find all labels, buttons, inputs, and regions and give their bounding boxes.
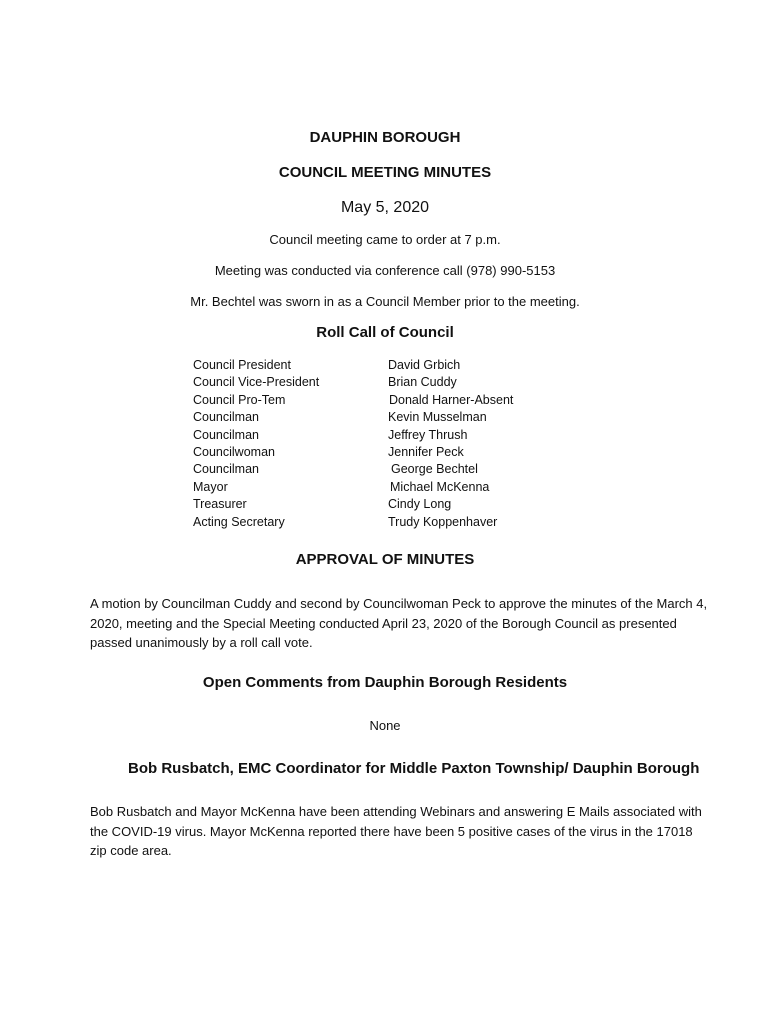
document-title: COUNCIL MEETING MINUTES: [278, 164, 492, 181]
roll-row: [193, 496, 573, 513]
roll-name: Jeffrey Thrush: [388, 427, 468, 442]
roll-name: Donald Harner-Absent: [389, 392, 514, 407]
roll-role: Council Vice-President: [193, 375, 320, 390]
roll-row: [193, 409, 573, 426]
open-comments-body: None: [369, 718, 401, 733]
sworn-statement: Mr. Bechtel was sworn in as a Council Member prior to the meeting.: [190, 294, 580, 309]
paragraph-line: 2020, meeting and the Special Meeting conducted April 23, 2020 of the Borough Council as presented: [90, 615, 677, 631]
roll-name: George Bechtel: [391, 462, 478, 477]
approval-heading: APPROVAL OF MINUTES: [295, 551, 475, 568]
paragraph-line: A motion by Councilman Cuddy and second by Councilwoman Peck to approve the minutes of the March 4,: [90, 596, 708, 611]
roll-role: Councilman: [193, 427, 260, 442]
emc-paragraph: [90, 802, 760, 861]
approval-paragraph: [90, 594, 760, 653]
roll-name: Kevin Musselman: [388, 410, 487, 425]
roll-role: Council President: [193, 358, 291, 372]
conference-statement: Meeting was conducted via conference call (978) 990-5153: [214, 263, 556, 278]
emc-heading: Bob Rusbatch, EMC Coordinator for Middle Paxton Township/ Dauphin Borough: [128, 760, 700, 777]
roll-role: Mayor: [193, 479, 228, 494]
roll-role: Council Pro-Tem: [193, 392, 286, 407]
roll-name: Michael McKenna: [390, 479, 490, 494]
roll-row: [193, 444, 573, 461]
roll-call-table: [193, 357, 573, 531]
roll-call-heading: Roll Call of Council: [316, 324, 454, 341]
roll-row: [193, 461, 573, 478]
meeting-date: May 5, 2020: [340, 199, 430, 216]
paragraph-line: Bob Rusbatch and Mayor McKenna have been attending Webinars and answering E Mails associated with: [90, 804, 702, 819]
roll-name: Jennifer Peck: [388, 444, 464, 459]
roll-role: Treasurer: [193, 497, 247, 512]
roll-role: Councilman: [193, 462, 260, 477]
order-statement: Council meeting came to order at 7 p.m.: [269, 232, 501, 247]
roll-role: Acting Secretary: [193, 514, 285, 529]
organization-title: DAUPHIN BOROUGH: [309, 129, 461, 146]
paragraph-line: passed unanimously by a roll call vote.: [90, 635, 313, 650]
open-comments-heading: Open Comments from Dauphin Borough Residents: [202, 674, 568, 691]
roll-row: [193, 374, 573, 391]
paragraph-line: zip code area.: [90, 843, 172, 858]
roll-row: [193, 514, 573, 531]
roll-name: Trudy Koppenhaver: [388, 514, 498, 529]
roll-role: Councilwoman: [193, 444, 275, 459]
roll-name: Brian Cuddy: [388, 375, 457, 390]
roll-row: [193, 427, 573, 444]
paragraph-line: the COVID-19 virus. Mayor McKenna reported there have been 5 positive cases of the virus in the 17018: [90, 823, 693, 839]
roll-name: Cindy Long: [388, 497, 452, 512]
roll-name: David Grbich: [388, 358, 461, 372]
roll-row: [193, 357, 573, 374]
roll-role: Councilman: [193, 410, 260, 425]
roll-row: [193, 479, 573, 496]
roll-row: [193, 392, 573, 409]
